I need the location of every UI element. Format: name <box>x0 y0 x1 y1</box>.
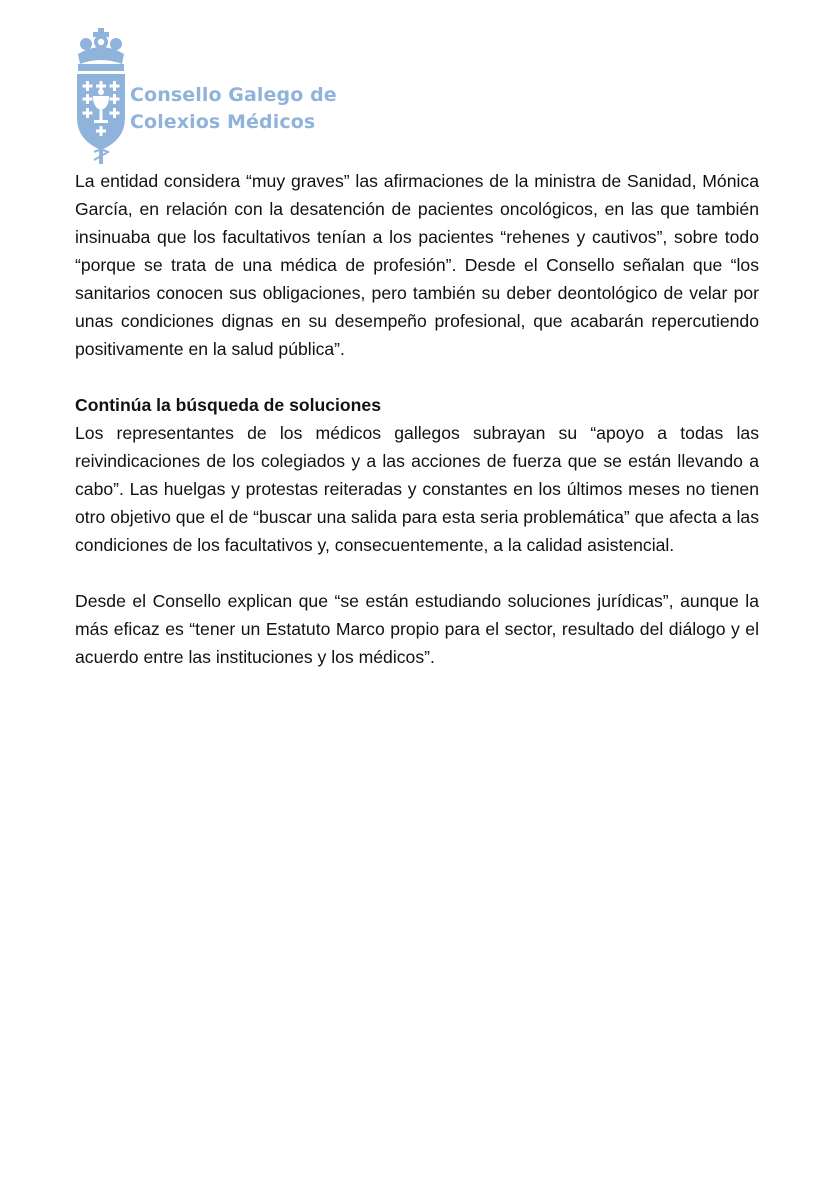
logo-wordmark <box>130 82 337 136</box>
paragraph-2: Los representantes de los médicos gallegos subrayan su “apoyo a todas las reivindicaciones de los colegiados y a las acciones de fuerza que se están llevando a cabo”. Las huelgas y protestas reiteradas y constantes en los últimos meses no tienen otro objetivo que el de “buscar una salida para esta seria problemática” que afecta a las condiciones de los facultativos y, consecuentemente, a la calidad asistencial. <box>75 423 759 555</box>
coat-of-arms-icon <box>72 26 132 166</box>
section-heading: Continúa la búsqueda de soluciones <box>75 395 381 415</box>
paragraph-1: La entidad considera “muy graves” las afirmaciones de la ministra de Sanidad, Mónica García, en relación con la desatención de pacientes oncológicos, en las que también insinuaba que los facultativos tenían a los pacientes “rehenes y cautivos”, sobre todo “porque se trata de una médica de profesión”. Desde el Consello señalan que “los sanitarios conocen sus obligaciones, pero también su deber deontológico de velar por unas condiciones dignas en su desempeño profesional, que acabarán repercutiendo positivamente en la salud pública”. <box>75 171 759 359</box>
logo-line-1: Consello Galego de <box>130 84 337 106</box>
logo <box>72 26 337 166</box>
logo-line-2: Colexios Médicos <box>130 111 316 133</box>
document-body <box>75 167 759 671</box>
paragraph-spacer <box>75 559 759 587</box>
paragraph-spacer <box>75 363 759 391</box>
paragraph-3: Desde el Consello explican que “se están estudiando soluciones jurídicas”, aunque la más eficaz es “tener un Estatuto Marco propio para el sector, resultado del diálogo y el acuerdo entre las instituciones y los médicos”. <box>75 591 759 667</box>
